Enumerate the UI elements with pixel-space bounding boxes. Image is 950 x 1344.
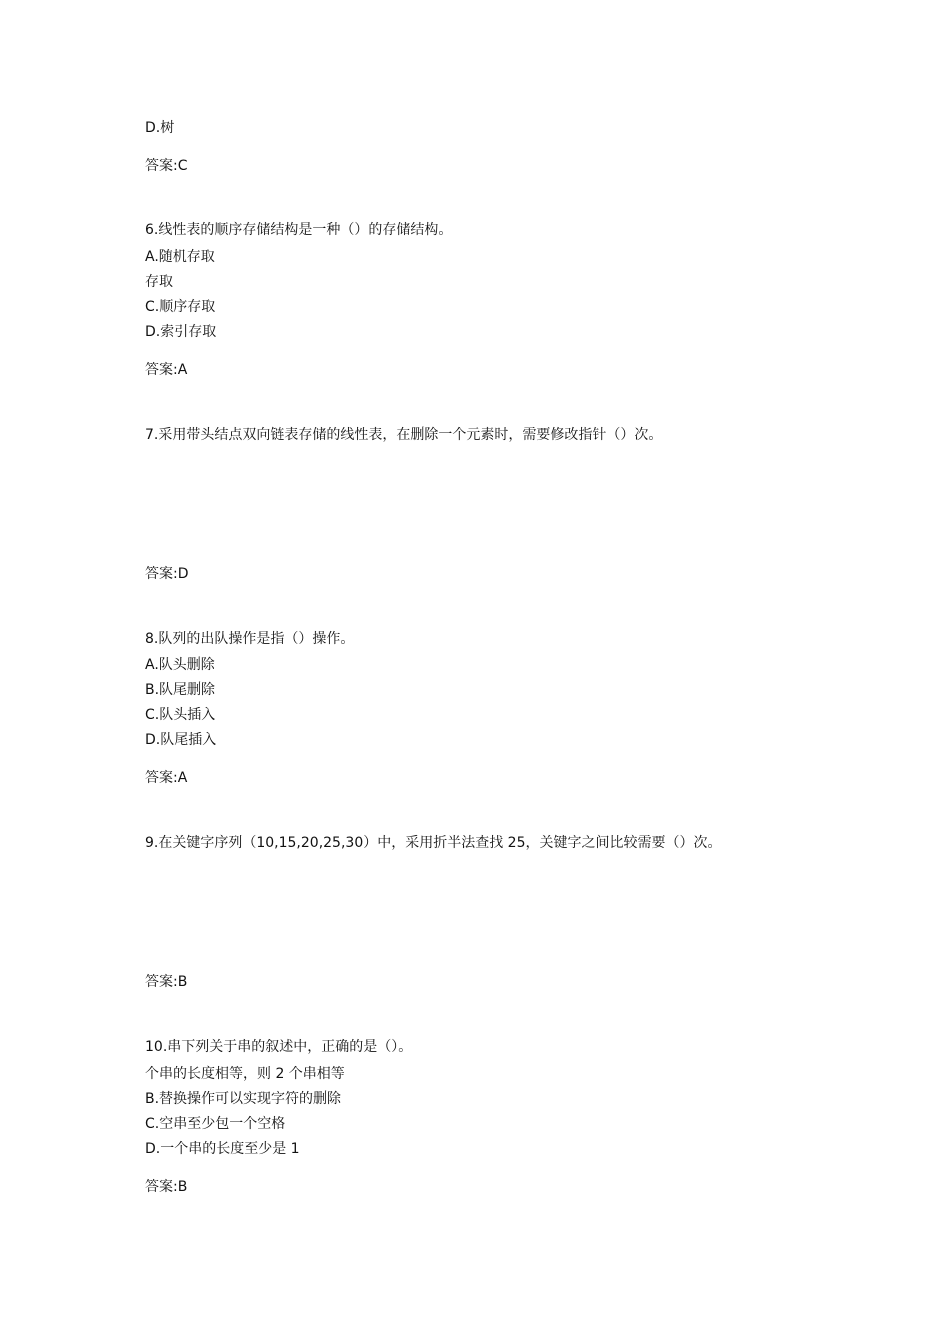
question-10-stem: 10.串下列关于串的叙述中，正确的是（）。: [145, 1039, 413, 1055]
question-10-option-d: D.一个串的长度至少是 1: [145, 1141, 300, 1157]
answer-5: 答案:C: [145, 158, 188, 174]
question-6-option-b: 存取: [145, 274, 173, 290]
question-8-option-c: C.队头插入: [145, 707, 216, 723]
question-7-answer: 答案:D: [145, 566, 189, 582]
question-8-option-b: B.队尾删除: [145, 682, 216, 698]
question-8-stem: 8.队列的出队操作是指（）操作。: [145, 631, 355, 647]
question-8-option-a: A.队头删除: [145, 657, 215, 673]
question-6-option-c: C.顺序存取: [145, 299, 216, 315]
question-8-answer: 答案:A: [145, 770, 188, 786]
question-6-answer: 答案:A: [145, 362, 188, 378]
question-10-answer: 答案:B: [145, 1179, 188, 1195]
question-6-stem: 6.线性表的顺序存储结构是一种（）的存储结构。: [145, 222, 453, 238]
question-8-option-d: D.队尾插入: [145, 732, 217, 748]
question-7-stem: 7.采用带头结点双向链表存储的线性表，在删除一个元素时，需要修改指针（）次。: [145, 427, 663, 443]
question-9-answer: 答案:B: [145, 974, 188, 990]
question-10-option-b: B.替换操作可以实现字符的删除: [145, 1091, 342, 1107]
option-d: D.树: [145, 120, 175, 136]
question-10-option-a: 个串的长度相等，则 2 个串相等: [145, 1066, 345, 1082]
question-9-stem: 9.在关键字序列（10,15,20,25,30）中，采用折半法查找 25，关键字之间比较需要（）次。: [145, 835, 722, 851]
question-10-option-c: C.空串至少包一个空格: [145, 1116, 286, 1132]
question-6-option-d: D.索引存取: [145, 324, 217, 340]
question-6-option-a: A.随机存取: [145, 249, 215, 265]
